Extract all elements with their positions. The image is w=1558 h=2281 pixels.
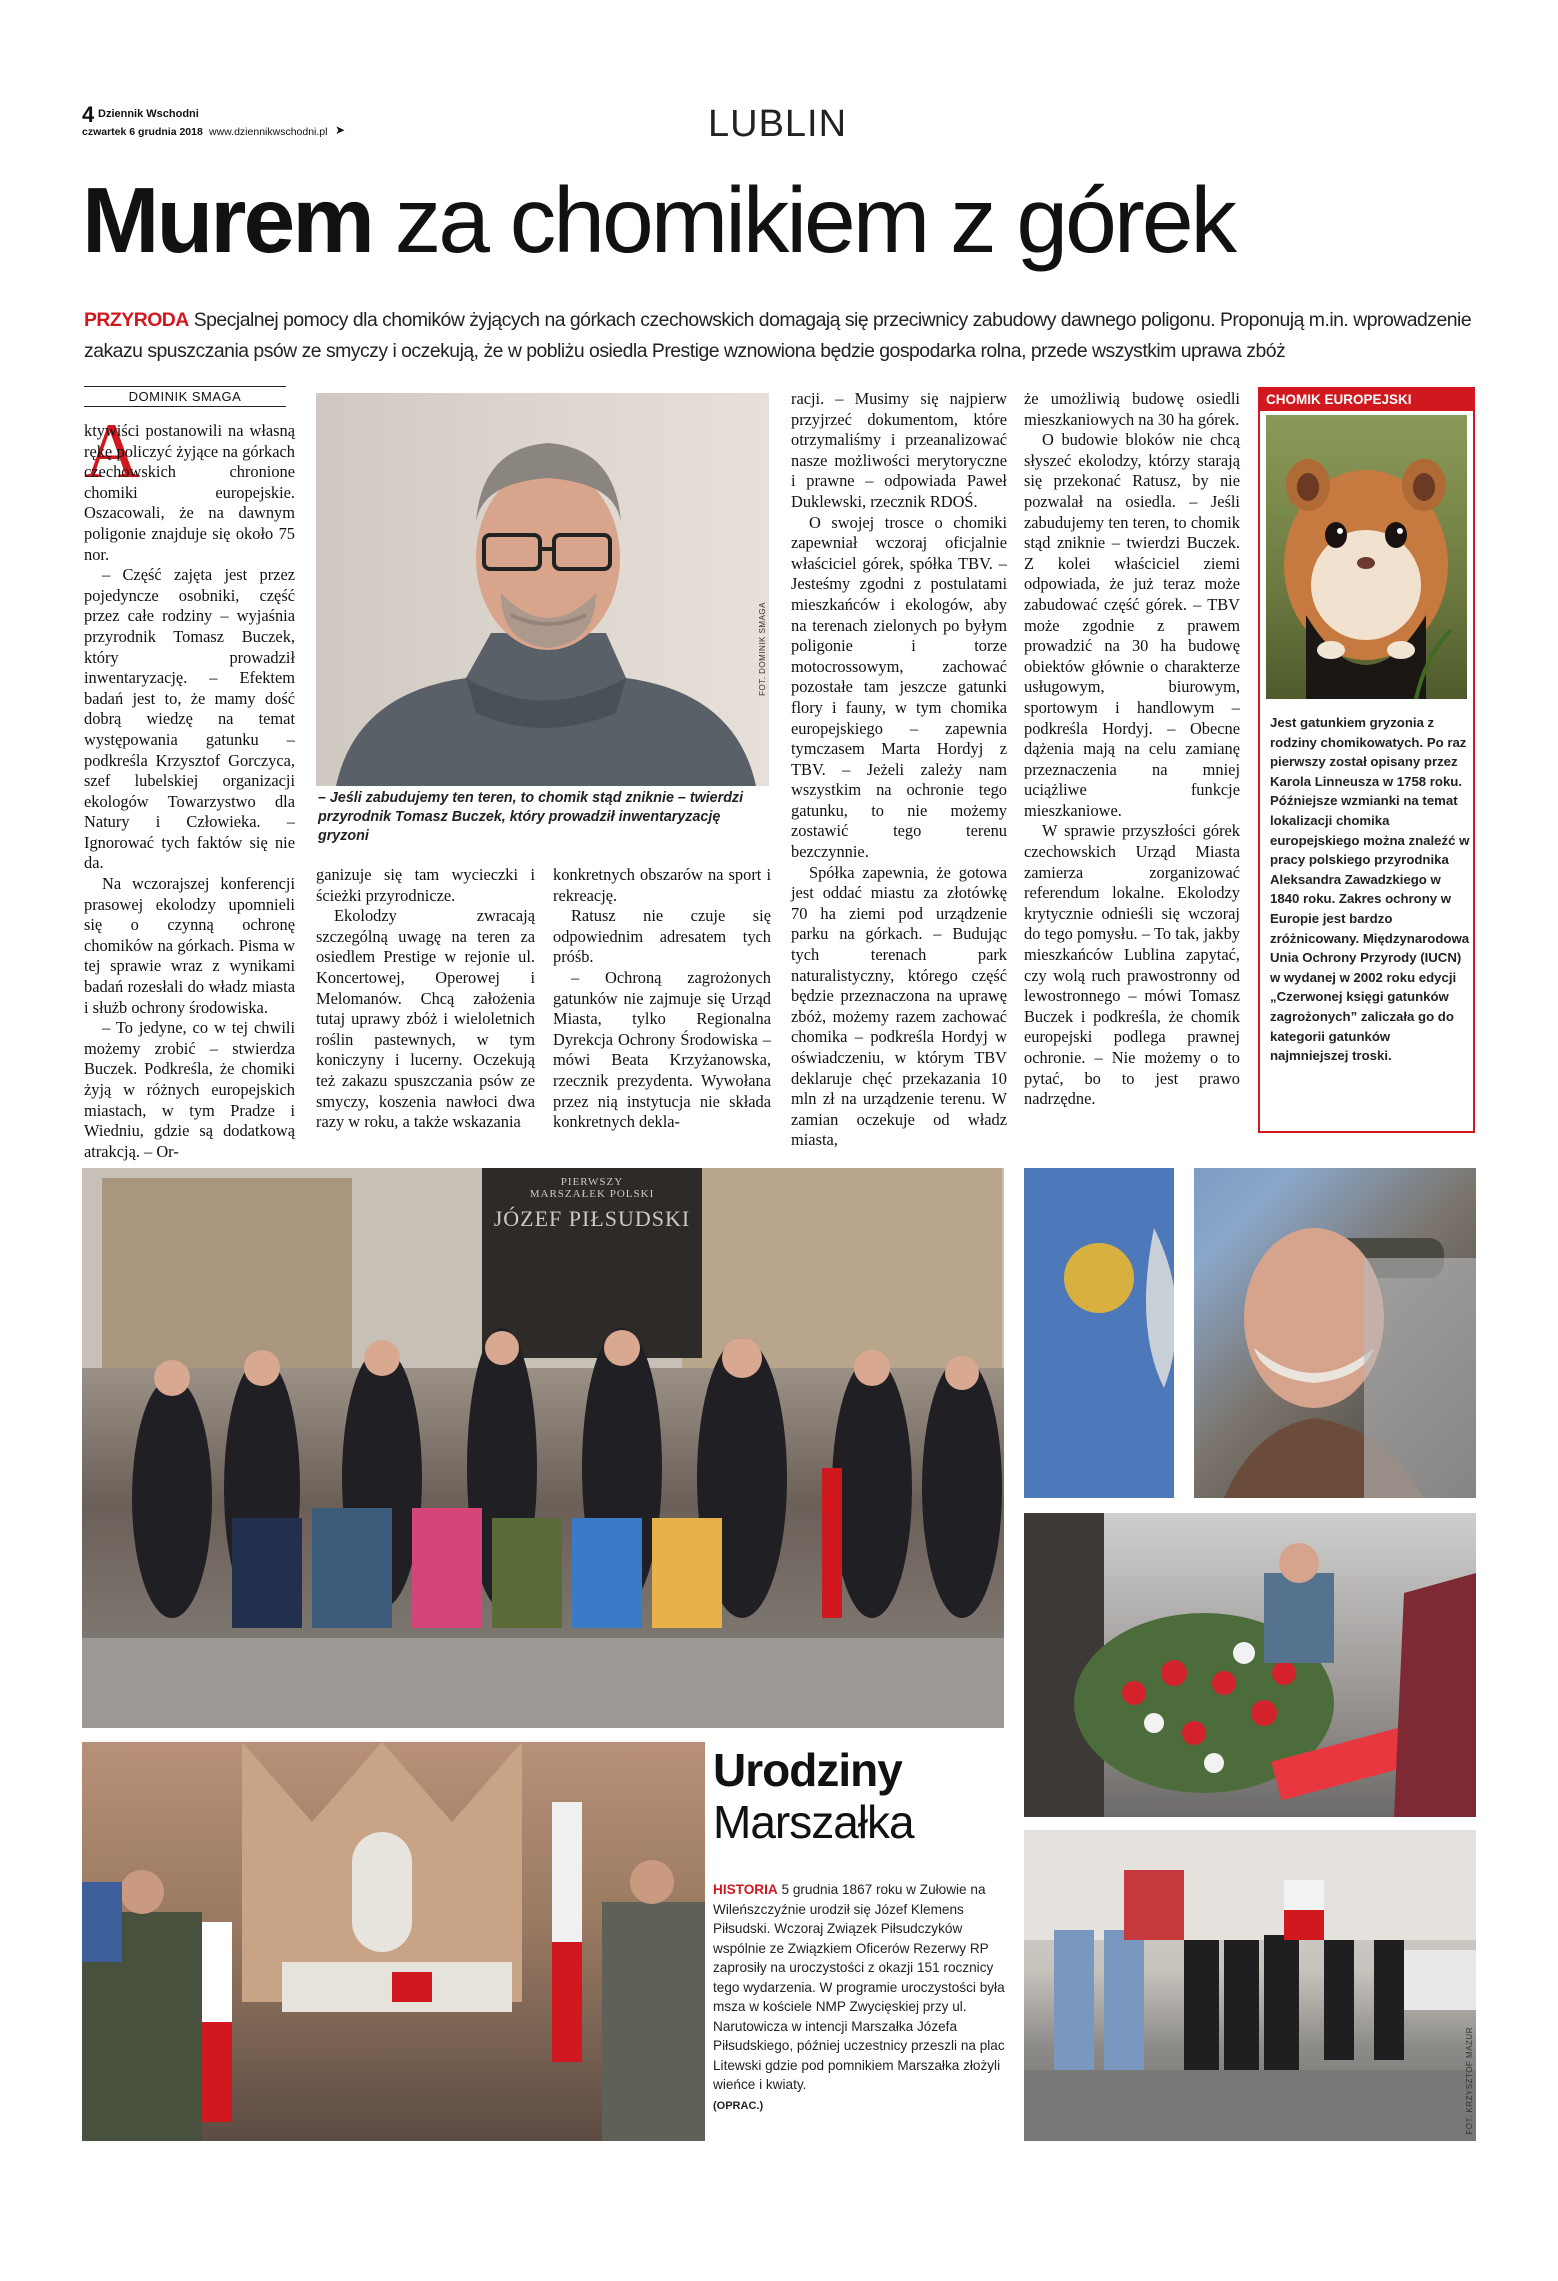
story2-text (713, 1880, 1013, 2116)
veteran-photo (1024, 1168, 1476, 1498)
wreath-flowers-icon (1024, 1513, 1476, 1817)
lead-paragraph (84, 305, 1474, 367)
col2-paragraph: Ekolodzy zwracają szczególną uwagę na teren za osiedlem Prestige w rejonie ul. Koncertowej, Operowej i Melomanów. Chcą założenia tutaj uprawy zbóż i wieloletnich roślin pastewnych, w tym koniczyny i lucerny. Oczekują też zakazu spuszczania psów ze smyczy, koszenia nawłoci dwa razy w roku, a także wskazania (316, 906, 535, 1132)
story2-signature: (OPRAC.) (713, 2099, 764, 2112)
headline-rest: za chomikiem z górek (394, 168, 1235, 272)
story2-body: 5 grudnia 1867 roku w Zułowie na Wileńszczyźnie urodził się Józef Klemens Piłsudski. Wczoraj Związek Piłsudczyków wspólnie ze Związkiem Oficerów Rezerwy RP zaprosiły na uroczystości z okazji 151 rocznicy tego wydarzenia. W programie uroczystości była msza w kościele NMP Zwycięskiej przy ul. Narutowicza w intencji Marszałka Józefa Piłsudskiego, później uczestnicy przeszli na plac Litewski gdzie pod pomnikiem Marszałka złożyli wieńce i kwiaty. (713, 1882, 1005, 2092)
article-column-3b (553, 865, 771, 1133)
photo-credit-portrait: FOT. DOMINIK SMAGA (758, 602, 767, 696)
drop-cap: A (84, 407, 141, 494)
article-column-2 (316, 865, 535, 1133)
monument-line-1: PIERWSZY (560, 1176, 624, 1188)
photo-credit-mazur: FOT. KRZYSZTOF MAZUR (1465, 2027, 1474, 2135)
church-interior-icon (82, 1742, 705, 2141)
church-mass-photo (82, 1742, 705, 2141)
paper-name: Dziennik Wschodni (98, 108, 199, 120)
lead-text: Specjalnej pomocy dla chomików żyjących na górkach czechowskich domagają się przeciwnicy zabudowy dawnego poligonu. Proponują m.in. wprowadzenie zakazu spuszczania psów ze smyczy i oczekują, że w pobliżu osiedla Prestige wznowiona będzie gospodarka rolna, przede wszystkim uprawa zbóż (84, 309, 1472, 362)
story2-title: Marszałka (713, 1796, 914, 1848)
col3-paragraph: Spółka zapewnia, że gotowa jest oddać miastu za złotówkę 70 ha ziemi pod urządzenie parku na górkach. – Budując tych terenach park naturalistyczny, którego część będzie przeznaczona na uprawę zbóż, możemy razem zachować chomika – podkreśla Hordyj w oświadczeniu, w którym TBV deklaruje chęć przekazania 10 mln zł na urządzenie terenu. W zamian oczekuje od władz miasta, (791, 862, 1007, 1150)
story2-title-bold: Urodziny (713, 1744, 902, 1796)
hamster-photo (1266, 415, 1467, 699)
author-rule-top (84, 386, 286, 387)
sidebar-text: Jest gatunkiem gryzonia z rodziny chomikowatych. Po raz pierwszy został opisany przez Karola Linneusza w 1758 roku. Późniejsze wzmianki na temat lokalizacji chomika europejskiego można znaleźć w pracy polskiego przyrodnika Aleksandra Zawadzkiego w 1840 roku. Zakres ochrony w Europie jest bardzo zróżnicowany. Międzynarodowa Unia Ochrony Przyrody (IUCN) w wydanej w 2002 roku edycji „Czerwonej księgi gatunków zagrożonych” zaliczała go do kategorii gatunków najmniejszej troski. (1270, 715, 1470, 1064)
col3b-paragraph: Ratusz nie czuje się odpowiednim adresatem tych próśb. (553, 906, 771, 967)
article-column-3 (791, 389, 1007, 1151)
headline (82, 170, 1234, 270)
col1-paragraph: Na wczorajszej konferencji prasowej ekolodzy upomnieli się o czynną ochronę chomików na górkach. Pisma w tej sprawie wraz z wynikami badań rozesłali do władz miasta i służb ochrony środowiska. (84, 874, 295, 1017)
portrait-photo (316, 393, 769, 786)
col4-paragraph: O budowie bloków nie chcą słyszeć ekolodzy, którzy starają się przekonać Ratusz, by nie pozwalał na osiedla. – Jeśli zabudujemy ten teren, to chomik stąd zniknie – twierdzi Buczek. Z kolei właściciel ziemi odpowiada, że już teraz może zabudować część górek. – TBV może zgodnie z prawem prowadzić na 30 ha budowę obiektów głównie o charakterze usługowym, biurowym, sportowym i handlowym – podkreśla Hordyj. – Obecne dążenia mają na celu zamianę przeznaczenia na mniej uciążliwe funkcje mieszkaniowe. (1024, 430, 1240, 820)
monument-line-2: MARSZAŁEK POLSKI (529, 1188, 655, 1200)
article-column-1 (84, 421, 295, 1162)
col4-paragraph: że umożliwią budowę osiedli mieszkaniowych na 30 ha górek. (1024, 389, 1240, 429)
wreath-photo (1024, 1513, 1476, 1817)
author-name: DOMINIK SMAGA (128, 389, 242, 404)
march-photo (1024, 1830, 1476, 2141)
lead-tag: PRZYRODA (84, 309, 189, 331)
col1-paragraph: ktywiści postanowili na własną rękę policzyć żyjące na górkach czechowskich chronione chomiki europejskie. Oszacowali, że na dawnym poligonie znajduje się około 75 nor. (84, 421, 295, 564)
veteran-icon (1024, 1168, 1476, 1498)
story2-tag: HISTORIA (713, 1882, 778, 1897)
monument-name: JÓZEF PIŁSUDSKI (493, 1206, 691, 1231)
col3b-paragraph: – Ochroną zagrożonych gatunków nie zajmuje się Urząd Miasta, tylko Regionalna Dyrekcja Ochrony Środowiska – mówi Beata Krzyżanowska, rzecznik prezydenta. Wywołana przez nią instytucja nie składa konkretnych dekla- (553, 967, 771, 1132)
col1-paragraph: – Część zajęta jest przez pojedyncze osobniki, część przez całe rodziny – wyjaśnia przyrodnik Tomasz Buczek, który prowadził inwentaryzację. – Efektem badań jest to, że mamy dość dobrą wiedzę na temat występowania gatunku – podkreśla Krzysztof Gorczyca, szef lubelskiej organizacji ekologów Towarzystwo dla Natury i Człowieka. – Ignorować tych faktów się nie da. (84, 565, 295, 873)
col2-paragraph: ganizuje się tam wycieczki i ścieżki przyrodnicze. (316, 865, 535, 905)
hamster-icon (1266, 415, 1467, 699)
portrait-figure-icon (316, 393, 769, 786)
march-soldiers-icon (1024, 1830, 1476, 2141)
col4-paragraph: W sprawie przyszłości górek czechowskich Urząd Miasta zamierza zorganizować referendum lokalne. Ekolodzy krytycznie odnieśli się wczoraj do tego pomysłu. – To tak, jakby mieszkańców Lublina zapytać, czy wolą ruch prawostronny od lewostronnego – mówi Tomasz Buczek i podkreśla, że chomik europejski podlega prawnej ochronie. – Nie możemy o to pytać, bo to jest prawo nadrzędne. (1024, 821, 1240, 1109)
col3b-paragraph: konkretnych obszarów na sport i rekreację. (553, 865, 771, 905)
group-photo (82, 1168, 1004, 1728)
site-url[interactable]: www.dziennikwschodni.pl (209, 126, 328, 138)
cursor-arrow-icon: ➤ (335, 123, 346, 137)
monument-inscription (482, 1176, 702, 1232)
crowd-scene-icon (82, 1168, 1004, 1728)
portrait-caption: – Jeśli zabudujemy ten teren, to chomik stąd zniknie – twierdzi przyrodnik Tomasz Buczek, który prowadził inwentaryzację gryzoni (318, 790, 744, 844)
col3-paragraph: racji. – Musimy się najpierw przyjrzeć dokumentom, które otrzymaliśmy i przeanalizować nasze możliwości merytoryczne i prawne – odpowiada Paweł Duklewski, rzecznik RDOŚ. (791, 389, 1007, 511)
article-column-4 (1024, 389, 1240, 1110)
col1-paragraph: – To jedyne, co w tej chwili możemy zrobić – stwierdza Buczek. Podkreśla, że chomiki żyją w różnych europejskich miastach, w tym Pradze i Wiedniu, gdzie są dodatkową atrakcją. – Or- (84, 1018, 295, 1161)
issue-date: czwartek 6 grudnia 2018 (82, 126, 203, 138)
page-number: 4 (82, 102, 95, 127)
sidebar-title: CHOMIK EUROPEJSKI (1260, 389, 1473, 411)
sidebar-box (1258, 387, 1475, 1133)
section-title: LUBLIN (708, 103, 848, 145)
col3-paragraph: O swojej trosce o chomiki zapewniał wczoraj oficjalnie właściciel górek, spółka TBV. – Jesteśmy zgodni z postulatami mieszkańców i ekologów, aby na terenach zielonych po byłym poligonie i torze motocrossowym, zachować pozostałe tam jeszcze gatunki flory i fauny, w tym chomika europejskiego – zapewnia tymczasem Marta Hordyj z TBV. – Jeżeli zależy nam wszystkim na ochronie tego gatunku, to nie możemy zostawić tego terenu bezczynnie. (791, 512, 1007, 862)
headline-bold: Murem (82, 168, 372, 272)
